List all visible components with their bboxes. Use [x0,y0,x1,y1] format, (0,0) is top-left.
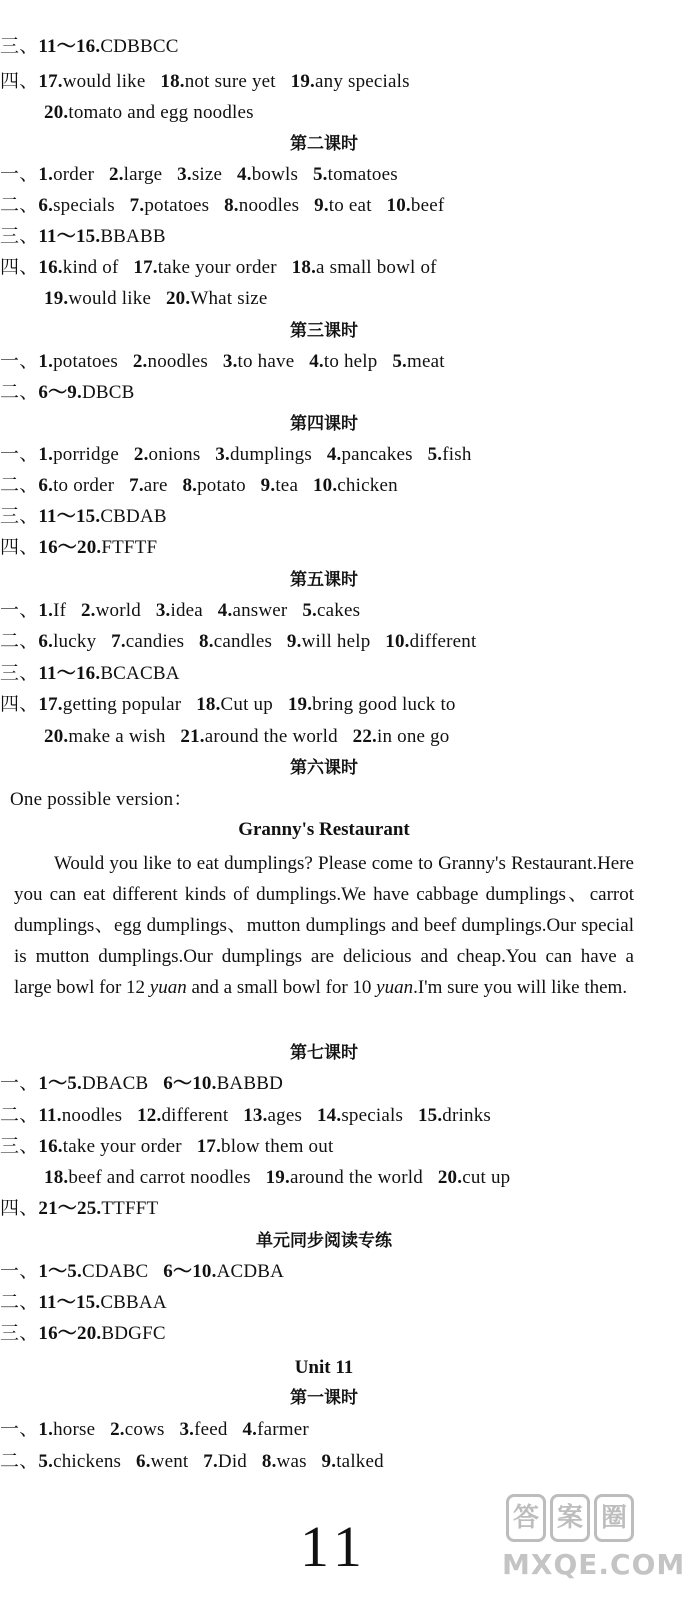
answer-line [0,1259,284,1285]
question-number: 1. [38,600,54,621]
answer-text: DBCB [81,382,135,403]
question-number: 20. [44,102,69,123]
watermark-char: 答 [506,1494,546,1542]
answer-line [0,349,445,375]
section-number: 四、 [0,694,39,715]
question-number: 8. [261,1451,277,1472]
question-number: 9. [260,475,276,496]
answer-text: potatoes [53,351,118,372]
question-number: 5. [38,1451,54,1472]
answer-text: would like [68,288,152,309]
question-number: 14. [316,1105,342,1126]
question-number: 2. [80,600,96,621]
question-number: 8. [182,475,198,496]
answer-text: If [53,600,67,621]
answer-text: noodles [238,195,300,216]
answer-text: What size [190,288,268,309]
question-number: 11～16. [38,663,101,684]
question-number: 12. [137,1105,162,1126]
answer-text: not sure yet [184,71,276,92]
answer-text: idea [170,600,203,621]
answer-text: chickens [53,1451,122,1472]
section-number: 二、 [0,475,39,496]
answer-text: was [276,1451,307,1472]
answer-text: answer [232,600,288,621]
answer-text: world [95,600,141,621]
question-number: 7. [129,195,145,216]
answer-text: horse [53,1419,96,1440]
writing-intro: One possible version： [10,789,193,810]
question-number: 21～25. [38,1198,102,1219]
answer-text: tea [275,475,299,496]
question-number: 22. [352,726,377,747]
question-number: 4. [217,600,233,621]
question-number: 20. [165,288,191,309]
question-number: 18. [160,71,185,92]
answer-text: DBACB [81,1073,149,1094]
answer-line [0,69,410,95]
answer-text: feed [194,1419,228,1440]
answer-text: large [123,164,163,185]
question-number: 15. [417,1105,443,1126]
section-number: 三、 [0,663,39,684]
answer-text: cows [124,1419,165,1440]
lesson-heading: 第二课时 [290,134,358,154]
section-number: 一、 [0,1073,39,1094]
answer-text: CBDAB [100,506,167,527]
watermark-char: 圈 [594,1494,634,1542]
answer-line [44,1165,510,1191]
answer-text: will help [301,631,371,652]
answer-line [0,504,167,530]
question-number: 19. [44,288,69,309]
section-number: 一、 [0,164,39,185]
answer-text: dumplings [229,444,312,465]
section-number: 四、 [0,257,39,278]
answer-text: fish [442,444,472,465]
question-number: 11～16. [38,36,101,57]
question-number: 2. [133,444,149,465]
lesson-heading: 第五课时 [290,570,358,590]
answer-text: drinks [442,1105,491,1126]
answer-text: are [143,475,168,496]
section-number: 三、 [0,226,39,247]
question-number: 20. [44,726,69,747]
section-number: 三、 [0,36,39,57]
question-number: 1. [38,1419,54,1440]
question-number: 3. [177,164,192,185]
question-number: 5. [312,164,328,185]
lesson-heading: 第四课时 [290,414,358,434]
question-number: 4. [237,164,252,185]
answer-text: tomatoes [327,164,398,185]
question-number: 5. [302,600,317,621]
question-number: 7. [111,631,126,652]
question-number: 16～20. [38,1323,102,1344]
question-number: 6～10. [163,1261,217,1282]
lesson-heading: 第三课时 [290,321,358,341]
article-text: Would you like to eat dumplings? Please come to Granny's Restaurant.Here you can eat different kinds of dumplings.We have cabbage dumplings、carrot dumplings、egg dumplings、mutton dumplings and beef dumplings.Our special is mutton dumplings.Our dumplings are delicious and cheap.You can have a large bowl for 12 [14,853,634,998]
answer-line [0,1449,384,1475]
section-number: 一、 [0,444,39,465]
answer-text: noodles [147,351,209,372]
answer-line [0,1134,333,1160]
question-number: 1～5. [38,1073,82,1094]
answer-line [0,1417,309,1443]
question-number: 19. [290,71,315,92]
section-number: 一、 [0,600,39,621]
question-number: 1. [38,351,54,372]
question-number: 9. [321,1451,337,1472]
watermark-url: MXQE.COM [502,1548,685,1581]
answer-text: BBABB [100,226,166,247]
section-number: 三、 [0,1323,39,1344]
answer-text: different [161,1105,229,1126]
question-number: 6～10. [163,1073,217,1094]
answer-line [0,1196,158,1222]
answer-line [0,661,180,687]
article-title: Granny's Restaurant [238,819,410,840]
section-number: 一、 [0,1419,39,1440]
answer-line [44,286,268,312]
answer-text: chicken [337,475,398,496]
answer-text: ACDBA [216,1261,285,1282]
question-number: 6. [38,631,54,652]
answer-text: any specials [315,71,410,92]
question-number: 16. [38,1136,63,1157]
answer-text: ages [267,1105,303,1126]
question-number: 7. [203,1451,218,1472]
answer-text: CDBBCC [100,36,179,57]
article-text: and a small bowl for 10 [186,977,377,998]
answer-line [0,535,157,561]
answer-line [0,1290,167,1316]
answer-line [0,224,166,250]
article-text: .I'm sure you will like them. [413,977,628,998]
question-number: 2. [110,1419,125,1440]
answer-text: beef [410,195,445,216]
answer-line [44,100,254,126]
answer-text: went [150,1451,189,1472]
question-number: 17. [133,257,158,278]
answer-line [0,1321,166,1347]
answer-line [0,1103,491,1129]
section-number: 二、 [0,1105,39,1126]
answer-text: CDABC [81,1261,149,1282]
answer-text: take your order [157,257,277,278]
lesson-heading: 第一课时 [290,1388,358,1408]
answer-text: make a wish [68,726,166,747]
question-number: 21. [180,726,205,747]
question-number: 18. [196,694,221,715]
currency-word: yuan [376,977,414,998]
answer-text: tomato and egg noodles [68,102,254,123]
answer-text: porridge [53,444,120,465]
answer-text: would like [62,71,146,92]
watermark-logo [502,1490,685,1590]
answer-text: blow them out [221,1136,334,1157]
answer-text: specials [341,1105,404,1126]
answer-text: specials [53,195,115,216]
answer-text: candles [213,631,273,652]
question-number: 11～15. [38,1292,101,1313]
question-number: 1. [38,164,54,185]
answer-text: TTFFT [101,1198,159,1219]
answer-text: BABBD [216,1073,284,1094]
section-number: 二、 [0,1292,39,1313]
answer-text: FTFTF [101,537,158,558]
answer-text: to have [237,351,295,372]
question-number: 9. [314,195,329,216]
question-number: 17. [196,1136,222,1157]
answer-text: pancakes [341,444,413,465]
answer-text: to eat [328,195,372,216]
question-number: 19. [287,694,313,715]
question-number: 18. [291,257,317,278]
answer-line [0,162,398,188]
section-number: 一、 [0,351,39,372]
answer-text: cakes [316,600,361,621]
answer-text: potatoes [144,195,210,216]
question-number: 20. [437,1167,463,1188]
question-number: 6. [38,475,54,496]
section-number: 一、 [0,1261,39,1282]
answer-text: to order [53,475,115,496]
answer-line [0,193,444,219]
answer-text: onions [148,444,201,465]
section-number: 四、 [0,1198,39,1219]
question-number: 8. [199,631,214,652]
question-number: 11. [38,1105,62,1126]
answer-text: meat [407,351,445,372]
question-number: 11～15. [38,506,101,527]
answer-text: candies [125,631,185,652]
answer-line [0,1071,283,1097]
answer-line [0,629,477,655]
answer-text: lucky [53,631,97,652]
section-number: 二、 [0,382,39,403]
answer-text: talked [336,1451,384,1472]
answer-text: around the world [204,726,338,747]
section-number: 三、 [0,506,39,527]
answer-text: getting popular [62,694,182,715]
question-number: 10. [385,631,410,652]
section-number: 四、 [0,537,39,558]
answer-text: a small bowl of [316,257,437,278]
question-number: 16. [38,257,63,278]
answer-line [0,442,472,468]
lesson-heading: 第六课时 [290,758,358,778]
answer-text: to help [323,351,378,372]
question-number: 6. [38,195,54,216]
answer-text: CBBAA [100,1292,167,1313]
answer-line [44,724,450,750]
question-number: 5. [427,444,443,465]
question-number: 7. [129,475,144,496]
question-number: 9. [286,631,302,652]
answer-line [0,255,437,281]
article-paragraph [14,848,634,1003]
answer-text: BCACBA [100,663,180,684]
section-number: 二、 [0,631,39,652]
question-number: 11～15. [38,226,101,247]
answer-line [0,692,456,718]
answer-line [0,380,135,406]
answer-text: Did [217,1451,248,1472]
answer-text: bring good luck to [312,694,456,715]
question-number: 5. [392,351,408,372]
question-number: 13. [243,1105,268,1126]
currency-word: yuan [149,977,187,998]
answer-text: cut up [462,1167,511,1188]
question-number: 16～20. [38,537,102,558]
answer-text: farmer [257,1419,309,1440]
answer-text: potato [197,475,246,496]
answer-text: order [53,164,95,185]
section-number: 二、 [0,195,39,216]
answer-text: in one go [376,726,450,747]
unit-heading: Unit 11 [294,1357,354,1378]
question-number: 10. [312,475,338,496]
question-number: 8. [224,195,239,216]
answer-text: different [409,631,477,652]
question-number: 2. [132,351,148,372]
question-number: 1～5. [38,1261,82,1282]
section-number: 三、 [0,1136,39,1157]
question-number: 4. [309,351,324,372]
question-number: 2. [109,164,124,185]
answer-text: BDGFC [101,1323,166,1344]
answer-text: beef and carrot noodles [68,1167,251,1188]
answer-line [0,473,398,499]
question-number: 17. [38,694,63,715]
answer-text: take your order [62,1136,182,1157]
answer-text: Cut up [220,694,273,715]
answer-line [0,598,360,624]
answer-text: bowls [251,164,299,185]
answer-text: around the world [289,1167,423,1188]
question-number: 10. [386,195,411,216]
question-number: 3. [215,444,230,465]
question-number: 6. [136,1451,151,1472]
section-heading: 单元同步阅读专练 [256,1231,392,1251]
answer-text: kind of [62,257,119,278]
answer-text: size [191,164,223,185]
question-number: 17. [38,71,63,92]
question-number: 3. [179,1419,195,1440]
question-number: 3. [155,600,171,621]
question-number: 1. [38,444,54,465]
question-number: 19. [265,1167,290,1188]
answer-text: noodles [61,1105,123,1126]
question-number: 4. [326,444,342,465]
question-number: 3. [222,351,238,372]
question-number: 18. [44,1167,69,1188]
answer-line [0,34,179,60]
question-number: 6～9. [38,382,82,403]
watermark-char: 案 [550,1494,590,1542]
lesson-heading: 第七课时 [290,1043,358,1063]
question-number: 4. [242,1419,258,1440]
page-number: 11 [300,1514,368,1579]
section-number: 二、 [0,1451,39,1472]
section-number: 四、 [0,71,39,92]
